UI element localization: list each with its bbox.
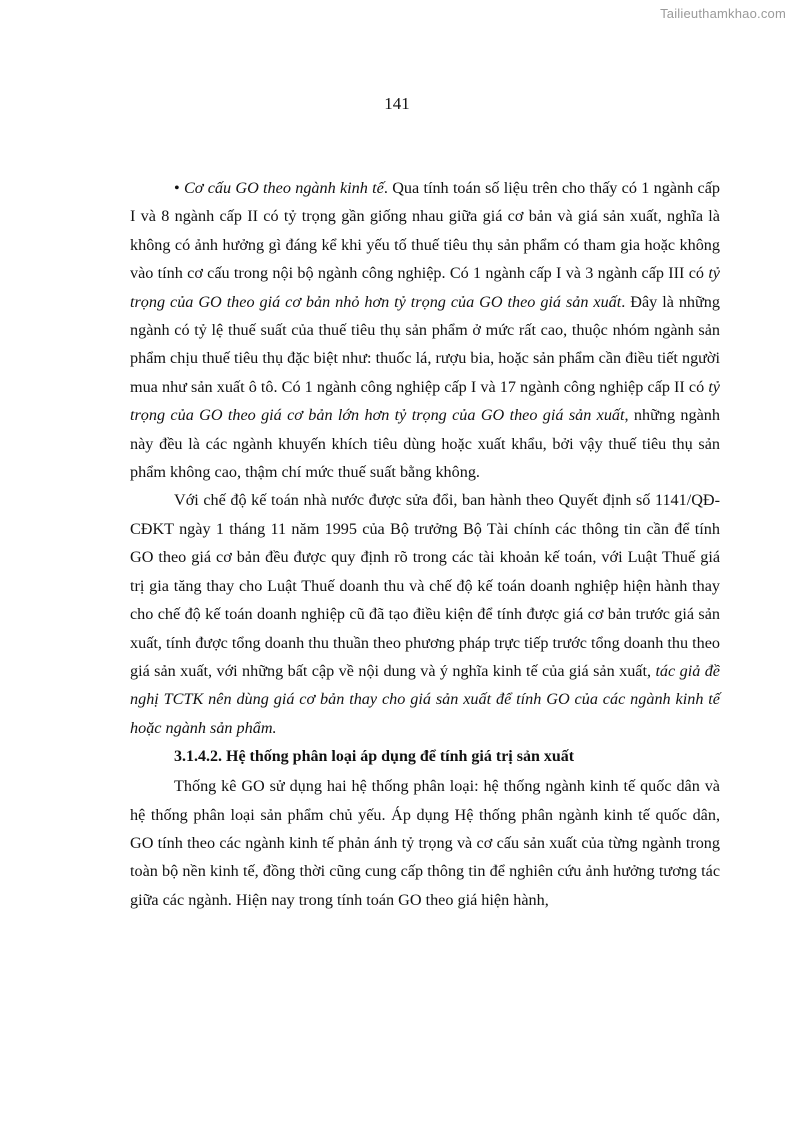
document-body [130,174,720,914]
italic-recommendation: tác giả đề nghị TCTK nên dùng giá cơ bản thay cho giá sản xuất để tính GO của các ngành kinh tế hoặc ngành sản phẩm. [130,661,720,737]
page-number: 141 [384,94,410,113]
paragraph-text: , những ngành này đều là các ngành khuyến khích tiêu dùng hoặc xuất khẩu, bởi vậy thuế tiêu thụ sản phẩm không cao, thậm chí mức thuế suất bằng không. [130,406,720,482]
paragraph-text: Thống kê GO sử dụng hai hệ thống phân loại: hệ thống ngành kinh tế quốc dân và hệ thống phân loại sản phẩm chủ yếu. Áp dụng Hệ thống phân ngành kinh tế quốc dân, GO tính theo các ngành kinh tế phản ánh tỷ trọng và cơ cấu sản xuất của từng ngành trong toàn bộ nền kinh tế, đồng thời cũng cung cấp thông tin để nghiên cứu ảnh hưởng tương tác giữa các ngành. Hiện nay trong tính toán GO theo giá hiện hành, [130,777,720,909]
paragraph-accounting-regime [130,486,720,742]
paragraph-text: Với chế độ kế toán nhà nước được sửa đổi, ban hành theo Quyết định số 1141/QĐ-CĐKT ngày 1 tháng 11 năm 1995 của Bộ trưởng Bộ Tài chính các thông tin cần để tính GO theo giá cơ bản đều được quy định rõ trong các tài khoản kế toán, với Luật Thuế giá trị gia tăng thay cho Luật Thuế doanh thu và chế độ kế toán doanh nghiệp hiện hành thay cho chế độ kế toán doanh nghiệp cũ đã tạo điều kiện để tính được giá cơ bản trước giá sản xuất, tính được tổng doanh thu thuần theo phương pháp trực tiếp trước tổng doanh thu theo giá sản xuất, với những bất cập về nội dung và ý nghĩa kinh tế của giá sản xuất, [130,491,720,680]
paragraph-go-structure [130,174,720,486]
paragraph-classification-systems [130,772,720,914]
italic-phrase: tỷ trọng của GO theo giá cơ bản nhỏ hơn tỷ trọng của GO theo giá sản xuất [130,264,720,311]
italic-lead: Cơ cấu GO theo ngành kinh tế [183,179,384,197]
italic-phrase: tỷ trọng của GO theo giá cơ bản lớn hơn tỷ trọng của GO theo giá sản xuất [130,377,720,425]
paragraph-text: . Đây là những ngành có tỷ lệ thuế suất của thuế tiêu thụ sản phẩm ở mức rất cao, thuộc nhóm ngành sản phẩm chịu thuế tiêu thụ đặc biệt như: thuốc lá, rượu bia, hoặc sản phẩm cần điều tiết người mua như sản xuất ô tô. Có 1 ngành công nghiệp cấp I và 17 ngành công nghiệp cấp II có [130,292,720,396]
section-heading: 3.1.4.2. Hệ thống phân loại áp dụng để tính giá trị sản xuất [174,748,575,766]
watermark-text: Tailieuthamkhao.com [660,6,786,21]
bullet: • [174,179,184,197]
paragraph-text: . Qua tính toán số liệu trên cho thấy có 1 ngành cấp I và 8 ngành cấp II có tỷ trọng gần giống nhau giữa giá cơ bản và giá sản xuất, nghĩa là không có ảnh hưởng gì đáng kể khi yếu tố thuế tiêu thụ sản phẩm có tham gia hoặc không vào tính cơ cấu trong nội bộ ngành công nghiệp. Có 1 ngành cấp I và 3 ngành cấp III có [130,179,720,283]
